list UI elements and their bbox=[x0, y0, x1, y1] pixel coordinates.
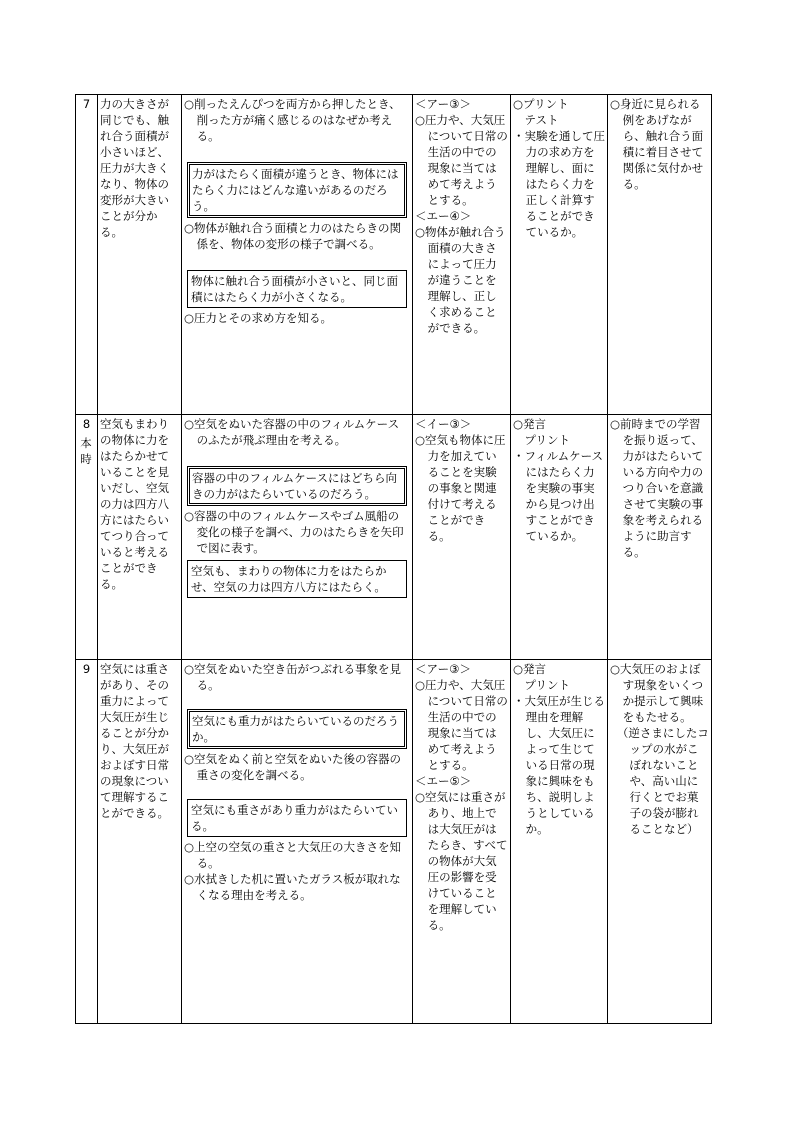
method-sub: テスト bbox=[524, 113, 559, 127]
evaluation-text: ○圧力や、大気圧について日常の生活の中での現象に当てはめて考えようとする。 bbox=[415, 113, 508, 207]
lesson-number: 8 bbox=[82, 417, 91, 431]
method-point: ・実験を通して圧力の求め方を理解し、面にはたらく力を正しく計算することができているか。 bbox=[513, 129, 605, 239]
goal-cell bbox=[98, 415, 182, 660]
method-cell bbox=[511, 415, 608, 660]
evaluation-tag: ＜エー⑤＞ bbox=[415, 774, 472, 788]
activity-step: ○物体が触れ合う面積と力のはたらきの関係を、物体の変形の様子で調べる。 bbox=[184, 221, 402, 251]
method-point: ・大気圧が生じる理由を理解し、大気圧によって生じている日常の現象に興味をもち、説明しようとしているか。 bbox=[513, 694, 605, 836]
method-sub: プリント bbox=[524, 433, 571, 447]
activity-final: ○圧力とその求め方を知る。 bbox=[184, 311, 333, 325]
support-text: ○大気圧のおよぼす現象をいくつか提示して興味をもたせる。 bbox=[610, 662, 704, 724]
method-cell bbox=[511, 660, 608, 1024]
current-lesson-label: 本時 bbox=[80, 436, 93, 466]
evaluation-cell bbox=[413, 660, 511, 1024]
summary-box: 空気も、まわりの物体に力をはたらかせ、空気の力は四方八方にはたらく。 bbox=[187, 560, 407, 598]
method-point: ・フィルムケースにはたらく力を実験の事実から見つけ出すことができているか。 bbox=[513, 449, 604, 543]
activity-intro: ○空気をぬいた空き缶がつぶれる事象を見る。 bbox=[184, 662, 402, 692]
support-cell bbox=[608, 660, 712, 1024]
evaluation-tag: ＜イー③＞ bbox=[415, 417, 472, 431]
activity-final-2: ○水拭きした机に置いたガラス板が取れなくなる理由を考える。 bbox=[184, 872, 401, 902]
goal-text: 空気もまわりの物体に力をはたらかせていることを見いだし、空気の力は四方八方にはたらいてつり合っていると考えることができる。 bbox=[100, 417, 169, 591]
evaluation-tag: ＜アー③＞ bbox=[415, 662, 471, 676]
activity-intro: ○空気をぬいた容器の中のフィルムケースのふたが飛ぶ理由を考える。 bbox=[184, 417, 400, 447]
support-text-examples: （逆さまにしたコップの水がこぼれないことや、高い山に行くとでお菓子の袋が膨れることなど） bbox=[616, 726, 709, 836]
support-cell bbox=[608, 415, 712, 660]
evaluation-text: ○空気も物体に圧力を加えていることを実験の事象と関連付けて考えることができる。 bbox=[415, 433, 506, 543]
goal-text: 力の大きさが同じでも、触れ合う面積が小さいほど、圧力が大きくなり、物体の変形が大きいことが分かる。 bbox=[100, 97, 169, 239]
evaluation-tag: ＜エー④＞ bbox=[415, 209, 472, 223]
question-box bbox=[187, 466, 407, 506]
goal-cell bbox=[98, 660, 182, 1024]
question-box bbox=[187, 162, 407, 218]
table-row bbox=[76, 415, 712, 660]
lesson-number-cell bbox=[76, 95, 98, 415]
lesson-number-cell bbox=[76, 660, 98, 1024]
method-head: ○発言 bbox=[513, 417, 547, 431]
activity-step: ○空気をぬく前と空気をぬいた後の容器の重さの変化を調べる。 bbox=[184, 752, 402, 782]
activity-intro: ○削ったえんぴつを両方から押したとき、削った方が痛く感じるのはなぜか考える。 bbox=[184, 97, 401, 143]
summary-box: 物体に触れ合う面積が小さいと、同じ面積にはたらく力が小さくなる。 bbox=[187, 270, 407, 308]
method-sub: プリント bbox=[524, 678, 571, 692]
evaluation-cell bbox=[413, 95, 511, 415]
method-cell bbox=[511, 95, 608, 415]
summary-box: 空気にも重さがあり重力がはたらいている。 bbox=[187, 799, 407, 837]
method-head: ○発言 bbox=[513, 662, 547, 676]
question-text: 容器の中のフィルムケースにはどちら向きの力がはたらいているのだろう。 bbox=[189, 468, 405, 504]
lesson-number: 9 bbox=[82, 662, 91, 676]
activity-step: ○容器の中のフィルムケースやゴム風船の変化の様子を調べ、力のはたらきを矢印で図に表す。 bbox=[184, 509, 404, 555]
evaluation-tag: ＜アー③＞ bbox=[415, 97, 471, 111]
question-box bbox=[187, 709, 407, 749]
activity-final: ○上空の空気の重さと大気圧の大きさを知る。 bbox=[184, 840, 402, 870]
evaluation-text: ○圧力や、大気圧について日常の生活の中での現象に当てはめて考えようとする。 bbox=[415, 678, 508, 772]
table-row bbox=[76, 660, 712, 1024]
activity-cell bbox=[182, 95, 413, 415]
table-row bbox=[76, 95, 712, 415]
evaluation-cell bbox=[413, 415, 511, 660]
question-text: 力がはたらく面積が違うとき、物体にはたらく力にはどんな違いがあるのだろう。 bbox=[189, 164, 405, 216]
activity-cell bbox=[182, 660, 413, 1024]
evaluation-text: ○物体が触れ合う面積の大きさによって圧力が違うことを理解し、正しく求めることができる。 bbox=[415, 225, 506, 335]
activity-cell bbox=[182, 415, 413, 660]
goal-cell bbox=[98, 95, 182, 415]
lesson-number: 7 bbox=[82, 97, 91, 111]
lesson-number-cell bbox=[76, 415, 98, 660]
question-text: 空気にも重力がはたらいているのだろうか。 bbox=[189, 711, 405, 747]
lesson-plan-table bbox=[75, 94, 712, 1024]
support-text: ○前時までの学習を振り返って、力がはたらいている方向や力のつり合いを意識させて実験の事象を考えられるように助言する。 bbox=[610, 417, 704, 559]
method-head: ○プリント bbox=[513, 97, 569, 111]
evaluation-text: ○空気には重さがあり、地上では大気圧がはたらき、すべての物体が大気圧の影響を受けていることを理解している。 bbox=[415, 790, 508, 932]
goal-text: 空気には重さがあり、その重力によって大気圧が生じることが分かり、大気圧がおよぼす日常の現象について理解することができる。 bbox=[100, 662, 169, 820]
support-cell bbox=[608, 95, 712, 415]
support-text: ○身近に見られる例をあげながら、触れ合う面積に着目させて関係に気付かせる。 bbox=[610, 97, 704, 191]
